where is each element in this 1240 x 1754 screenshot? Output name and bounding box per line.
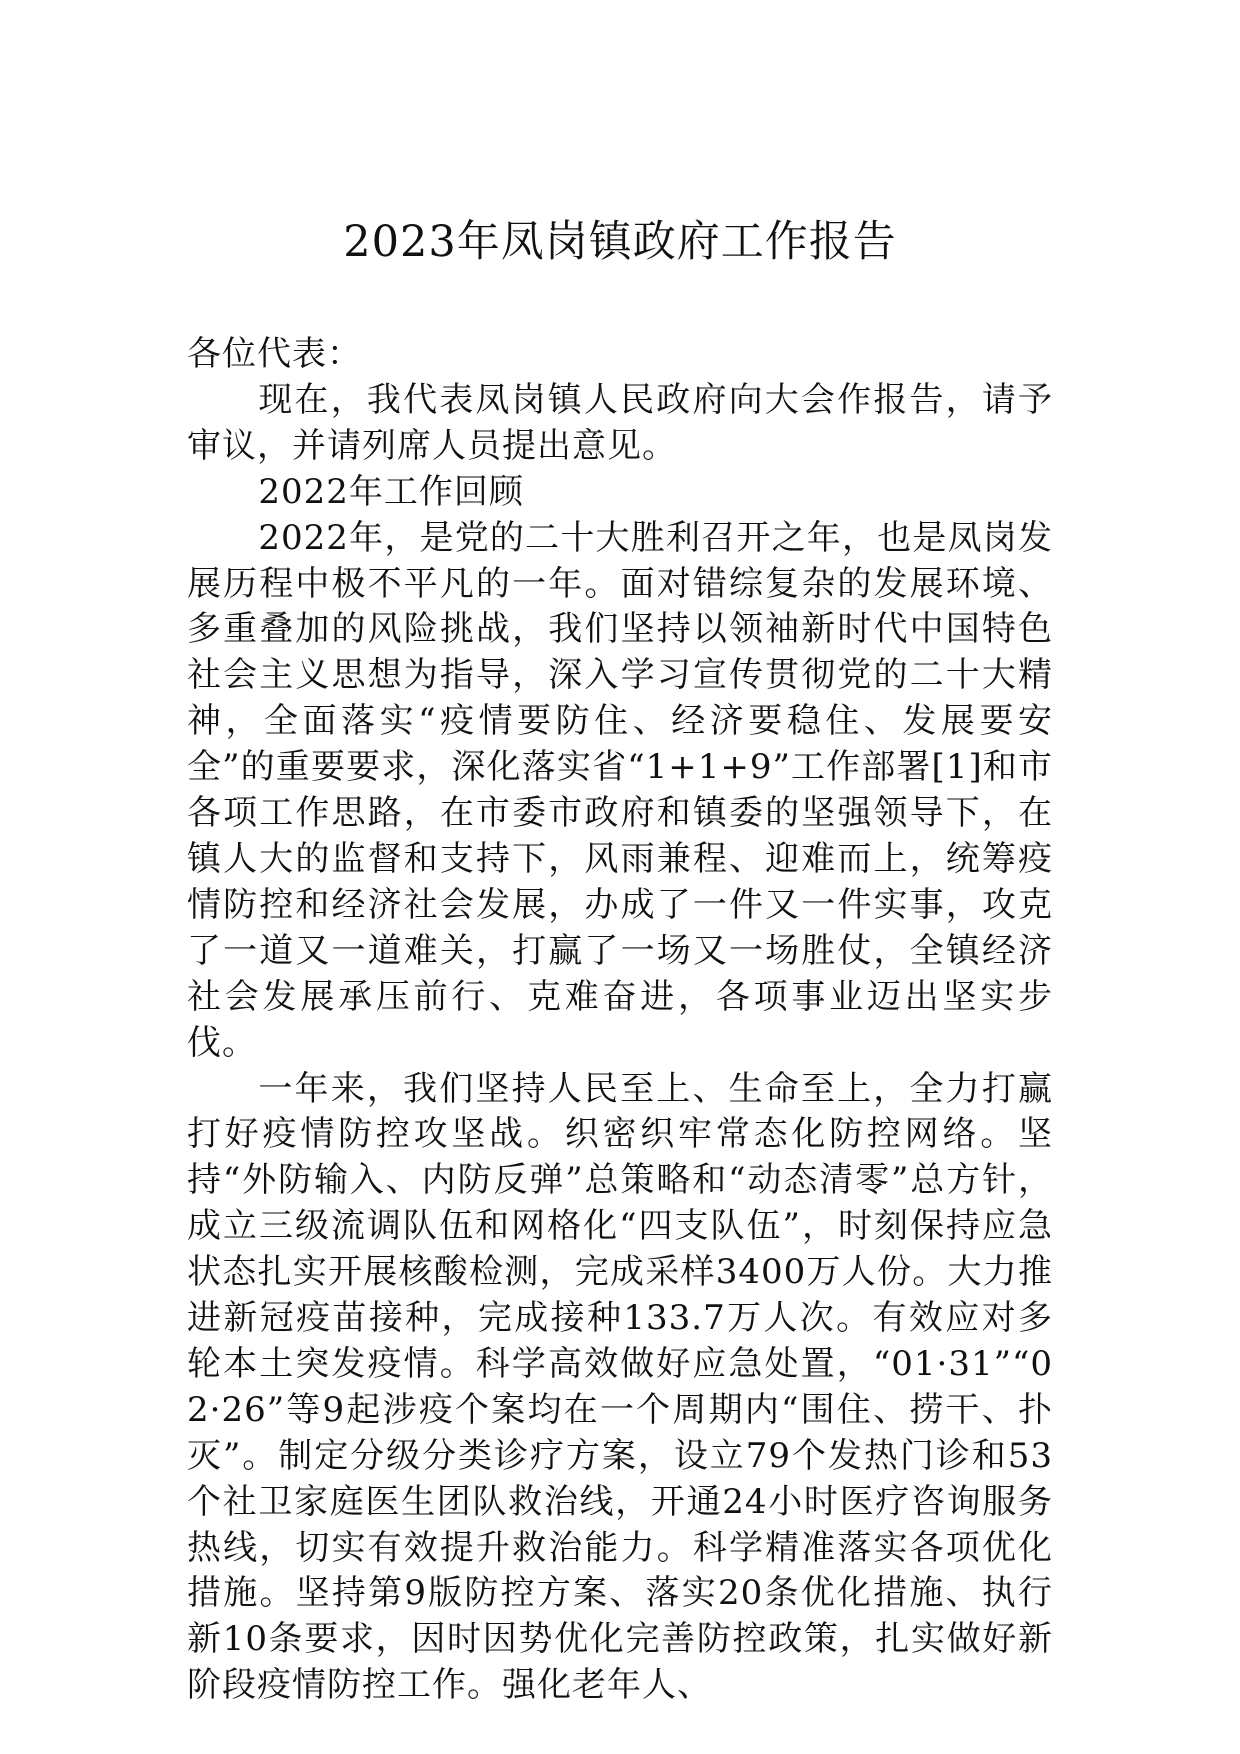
- document-body: [187, 332, 1053, 1709]
- section-heading: 2022年工作回顾: [258, 471, 524, 512]
- paragraph-epidemic: 一年来，我们坚持人民至上、生命至上，全力打赢打好疫情防控攻坚战。织密织牢常态化防控网络。坚持“外防输入、内防反弹”总策略和“动态清零”总方针，成立三级流调队伍和网格化“四支队伍”，时刻保持应急状态扎实开展核酸检测，完成采样3400万人份。大力推进新冠疫苗接种，完成接种133.7万人次。有效应对多轮本土突发疫情。科学高效做好应急处置，“01·31”“02·26”等9起涉疫个案均在一个周期内“围住、捞干、扑灭”。制定分级分类诊疗方案，设立79个发热门诊和53个社卫家庭医生团队救治线，开通24小时医疗咨询服务热线，切实有效提升救治能力。科学精准落实各项优化措施。坚持第9版防控方案、落实20条优化措施、执行新10条要求，因时因势优化完善防控政策，扎实做好新阶段疫情防控工作。强化老年人、: [187, 1068, 1053, 1706]
- salutation: 各位代表：: [187, 334, 362, 374]
- paragraph-overview: 2022年，是党的二十大胜利召开之年，也是凤岗发展历程中极不平凡的一年。面对错综复杂的发展环境、多重叠加的风险挑战，我们坚持以领袖新时代中国特色社会主义思想为指导，深入学习宣传贯彻党的二十大精神，全面落实“疫情要防住、经济要稳住、发展要安全”的重要要求，深化落实省“1+1+9”工作部署[1]和市各项工作思路，在市委市政府和镇委的坚强领导下，在镇人大的监督和支持下，风雨兼程、迎难而上，统筹疫情防控和经济社会发展，办成了一件又一件实事，攻克了一道又一道难关，打赢了一场又一场胜仗，全镇经济社会发展承压前行、克难奋进，各项事业迈出坚实步伐。: [187, 517, 1053, 1063]
- document-title: 2023年凤岗镇政府工作报告: [343, 217, 897, 267]
- paragraph-intro: 现在，我代表凤岗镇人民政府向大会作报告，请予审议，并请列席人员提出意见。: [187, 379, 1053, 466]
